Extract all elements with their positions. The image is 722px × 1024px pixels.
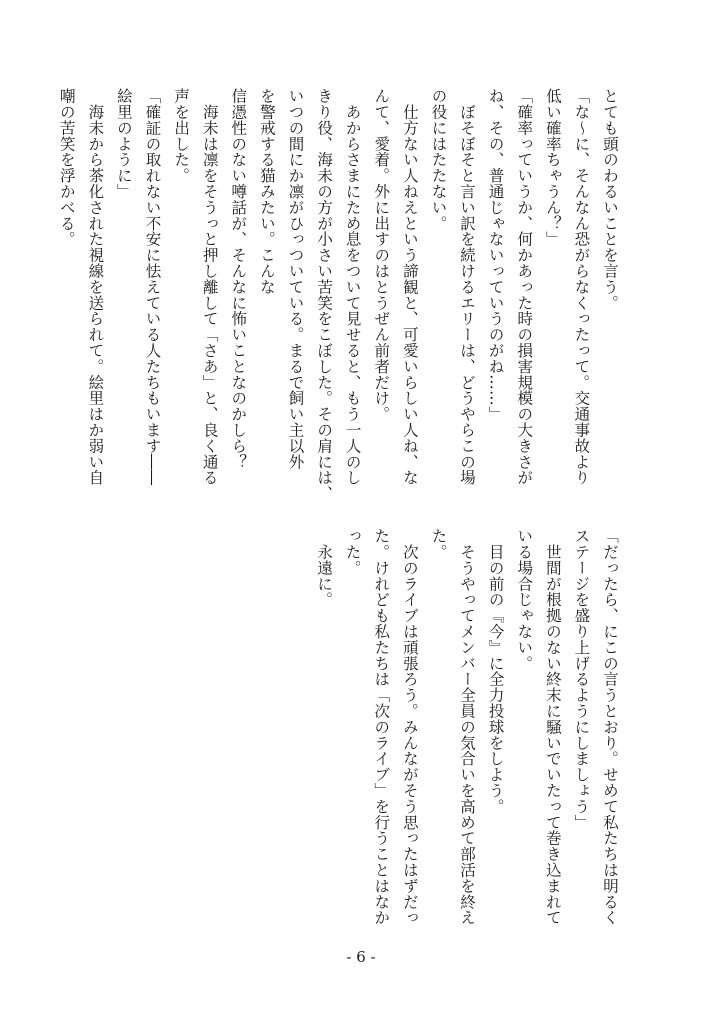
text-line: ね、その、普通じゃないっていうのがね……」 bbox=[486, 88, 505, 422]
text-line: 信憑性のない噂話が、そんなに怖いことなのかしら？ bbox=[229, 88, 248, 470]
text-line: 声を出した。 bbox=[172, 88, 191, 184]
text-line: 嘲の苦笑を浮かべる。 bbox=[57, 88, 76, 247]
text-line: んて、愛着。外に出すのはとうぜん前者だけ。 bbox=[372, 88, 391, 422]
text-line: 「確証の取れない不安に怯えている人たちもいます―― bbox=[143, 88, 162, 486]
text-line: いつの間にか凛がひっついている。まるで飼い主以外 bbox=[286, 88, 305, 470]
text-line: いる場合じゃない。 bbox=[515, 528, 534, 672]
text-line: ステージを盛り上げるようにしましょう」 bbox=[572, 528, 591, 831]
text-line: あからさまにため息をついて見せると、もう一人のし bbox=[343, 88, 362, 486]
text-line: 目の前の『今』に全力投球をしよう。 bbox=[486, 528, 505, 815]
text-line: ぼそぼそと言い訳を続けるエリーは、どうやらこの場 bbox=[458, 88, 477, 486]
text-line: 永遠に。 bbox=[315, 528, 334, 608]
text-line: た。けれども私たちは「次のライブ」を行うことはなか bbox=[372, 528, 391, 926]
text-line: とても頭のわるいことを言う。 bbox=[601, 88, 619, 311]
text-line: 絵里のように」 bbox=[114, 88, 133, 200]
text-line: を警戒する猫みたい。こんな bbox=[257, 88, 276, 295]
page-number: - 6 - bbox=[346, 948, 376, 966]
text-line: った。 bbox=[343, 528, 362, 576]
text-line: 海未から茶化された視線を送られて。絵里はか弱い自 bbox=[86, 88, 105, 486]
text-line: 「な～に、そんなん恐がらなくったって。交通事故より bbox=[572, 88, 591, 486]
upper-text-block bbox=[52, 88, 624, 508]
text-line: きり役、海未の方が小さい苦笑をこぼした。その肩には、 bbox=[315, 88, 334, 502]
text-line: 「確率っていうか、何かあった時の損害規模の大きさが bbox=[515, 88, 534, 486]
text-line: 海未は凛をそうっと押し離して「さあ」と、良く通る bbox=[200, 88, 219, 486]
text-line: 「だったら、にこの言うとおり。せめて私たちは明るく bbox=[601, 528, 619, 926]
text-line: 世間が根拠のない終末に騒いでいたって巻き込まれて bbox=[543, 528, 562, 926]
text-line: の役にはたたない。 bbox=[429, 88, 448, 232]
text-line: そうやってメンバー全員の気合いを高めて部活を終え bbox=[458, 528, 477, 926]
text-line: た。 bbox=[429, 528, 448, 560]
text-line: 低い確率ちゃうん？」 bbox=[543, 88, 562, 247]
text-line: 仕方ない人ねえという諦観と、可愛いらしい人ね、な bbox=[400, 88, 419, 486]
lower-text-block bbox=[309, 528, 624, 948]
text-line: 次のライブは頑張ろう。みんながそう思ったはずだっ bbox=[400, 528, 419, 926]
